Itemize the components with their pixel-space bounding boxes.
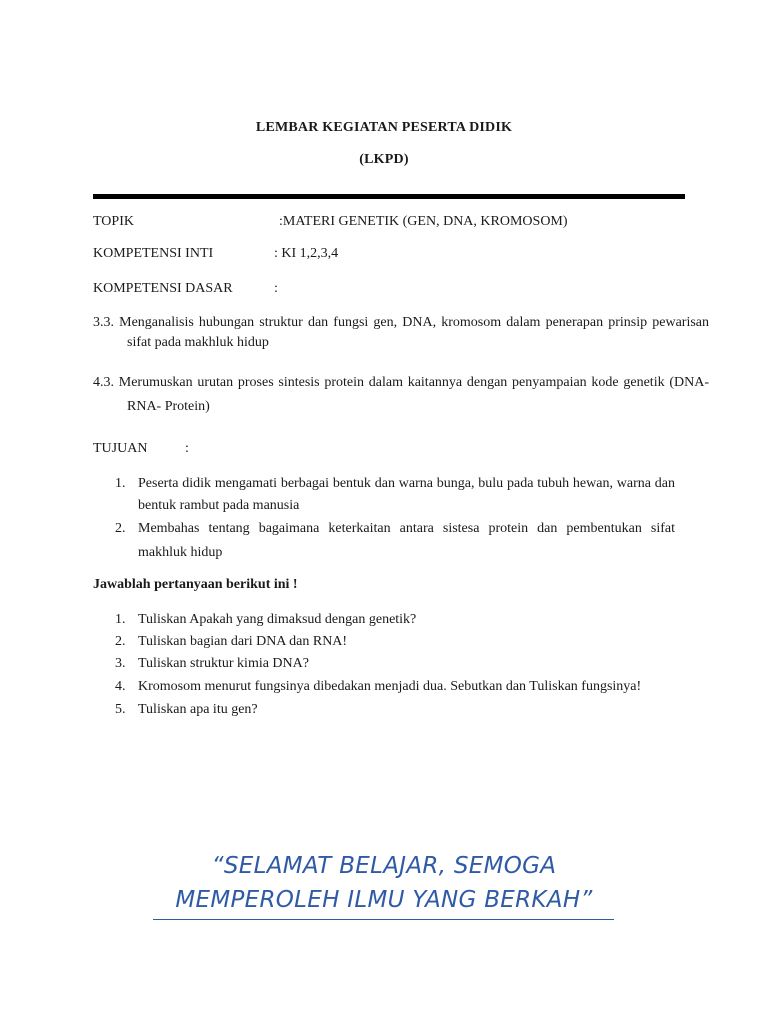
kompetensi-inti-value: : KI 1,2,3,4 <box>274 246 339 261</box>
kompetensi-dasar-3-3: 3.3. Menganalisis hubungan struktur dan fungsi gen, DNA, kromosom dalam penerapan prinsip pewarisan sifat pada makhluk hidup <box>93 315 709 350</box>
list-item <box>93 631 675 653</box>
topik-value: :MATERI GENETIK (GEN, DNA, KROMOSOM) <box>279 214 568 229</box>
document-subtitle: (LKPD) <box>359 152 409 167</box>
list-item-number: 5. <box>115 702 126 717</box>
list-item <box>93 699 675 721</box>
questions-heading: Jawablah pertanyaan berikut ini ! <box>93 577 298 592</box>
list-item-text: Membahas tentang bagaimana keterkaitan antara sistesa protein dan pembentukan sifat makhluk hidup <box>138 521 675 560</box>
questions-list <box>93 609 675 721</box>
kompetensi-inti-label: KOMPETENSI INTI <box>93 246 214 261</box>
list-item-number: 1. <box>115 612 126 627</box>
closing-line-1: “SELAMAT BELAJAR, SEMOGA <box>211 853 557 879</box>
list-item <box>93 473 675 517</box>
list-item-text: Tuliskan struktur kimia DNA? <box>138 656 309 671</box>
list-item-number: 1. <box>115 476 126 491</box>
header-divider <box>93 194 685 199</box>
tujuan-label: TUJUAN <box>93 441 148 456</box>
list-item <box>93 653 675 675</box>
list-item-text: Peserta didik mengamati berbagai bentuk dan warna bunga, bulu pada tubuh hewan, warna dan bentuk rambut pada manusia <box>138 476 675 513</box>
kompetensi-dasar-4-3: 4.3. Merumuskan urutan proses sintesis protein dalam kaitannya dengan penyampaian kode genetik (DNA-RNA- Protein) <box>93 375 709 414</box>
kompetensi-dasar-label: KOMPETENSI DASAR <box>93 281 233 296</box>
closing-underline <box>153 919 614 920</box>
list-item-number: 4. <box>115 679 126 694</box>
list-item <box>93 675 675 699</box>
list-item <box>93 609 675 631</box>
closing-line-2: MEMPEROLEH ILMU YANG BERKAH” <box>175 887 593 913</box>
topik-label: TOPIK <box>93 214 134 229</box>
list-item-text: Kromosom menurut fungsinya dibedakan menjadi dua. Sebutkan dan Tuliskan fungsinya! <box>138 679 642 694</box>
kompetensi-dasar-value: : <box>274 281 278 296</box>
list-item-number: 3. <box>115 656 126 671</box>
document-title: LEMBAR KEGIATAN PESERTA DIDIK <box>255 120 513 135</box>
list-item-text: Tuliskan Apakah yang dimaksud dengan genetik? <box>138 612 417 627</box>
tujuan-colon: : <box>185 441 189 456</box>
list-item-text: Tuliskan apa itu gen? <box>138 702 258 717</box>
tujuan-list <box>93 473 675 565</box>
list-item <box>93 517 675 565</box>
list-item-number: 2. <box>115 634 126 649</box>
list-item-text: Tuliskan bagian dari DNA dan RNA! <box>138 634 348 649</box>
list-item-number: 2. <box>115 521 126 536</box>
